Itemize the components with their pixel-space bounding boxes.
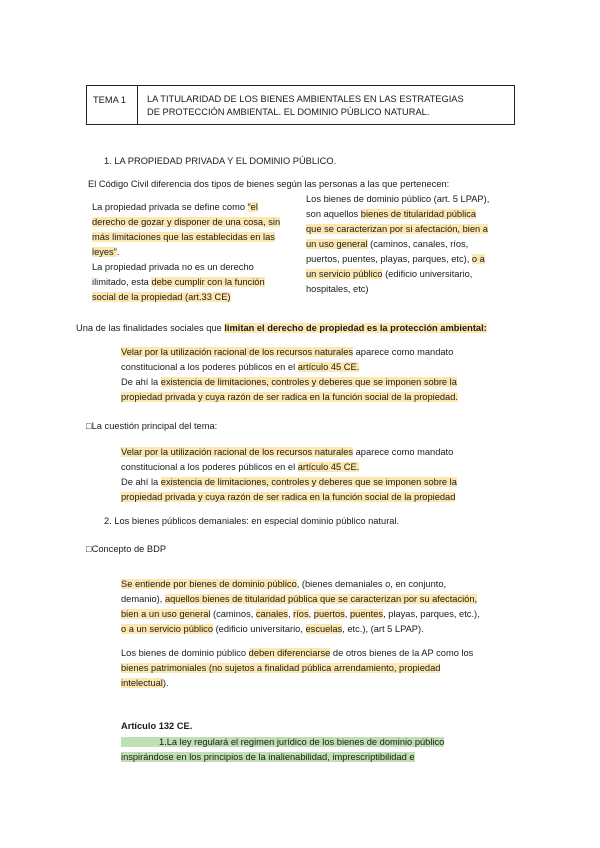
block4-line: intelectual). [121,678,169,688]
left-col-line: La propiedad privada no es un derecho [92,262,254,272]
block1-line: De ahí la existencia de limitaciones, controles y deberes que se imponen sobre la [121,377,457,387]
left-col-line: ilimitado, esta debe cumplir con la función [92,277,265,287]
block3-line: demanio), aquellos bienes de titularidad pública que se caracterizan por su afectación, [121,594,478,604]
block1-line: propiedad privada y cuya razón de ser radica en la función social de la propiedad. [121,392,458,402]
left-col-line: más limitaciones que las establecidas en las [92,232,275,242]
bullet-glyph-icon: □ [86,544,92,554]
block2-line: De ahí la existencia de limitaciones, controles y deberes que se imponen sobre la [121,477,457,487]
tema-label: TEMA 1 [93,95,127,105]
section1-intro: El Código Civil diferencia dos tipos de bienes según las personas a las que pertenecen: [88,179,450,189]
cuestion-line: □La cuestión principal del tema: [86,421,218,431]
block4-line: Los bienes de dominio público deben diferenciarse de otros bienes de la AP como los [121,648,474,658]
block2-line: propiedad privada y cuya razón de ser radica en la función social de la propiedad [121,492,456,502]
right-col-line: puertos, puentes, playas, parques, etc), o a [306,254,485,264]
articulo-line: inspirándose en los principios de la inalienabilidad, imprescriptibilidad e [121,752,415,762]
right-col-line: un uso general (caminos, canales, ríos, [306,239,469,249]
right-col-line: hospitales, etc) [306,284,369,294]
section1-heading: 1. LA PROPIEDAD PRIVADA Y EL DOMINIO PÚBLICO. [104,156,337,166]
concepto-line: □Concepto de BDP [86,544,167,554]
right-col-line: son aquellos bienes de titularidad pública [306,209,477,219]
block3-line: Se entiende por bienes de dominio público, (bienes demaniales o, en conjunto, [121,579,447,589]
block3-line: bien a un uso general (caminos, canales, ríos, puertos, puentes, playas, parques, etc.), [121,609,480,619]
left-col-line: social de la propiedad (art.33 CE) [92,292,231,302]
title-line-2: DE PROTECCIÓN AMBIENTAL. EL DOMINIO PÚBLICO NATURAL. [147,107,430,117]
section2-heading: 2. Los bienes públicos demaniales: en especial dominio público natural. [104,516,400,526]
title-line-1: LA TITULARIDAD DE LOS BIENES AMBIENTALES EN LAS ESTRATEGIAS [147,94,464,104]
left-col-line: derecho de gozar y disponer de una cosa, sin [92,217,281,227]
right-col-line: Los bienes de dominio público (art. 5 LPAP), [306,194,490,204]
articulo-line: 1.La ley regulará el regimen jurídico de los bienes de dominio público [121,735,444,750]
block4-line: bienes patrimoniales (no sujetos a finalidad pública arrendamiento, propiedad [121,663,441,673]
block1-line: Velar por la utilización racional de los recursos naturales aparece como mandato [121,347,454,357]
header-box [86,85,515,125]
header-divider [137,86,138,124]
left-col-line: leyes”. [92,247,120,257]
right-col-line: un servicio público (edificio universitario, [306,269,473,279]
block2-line: constitucional a los poderes públicos en el artículo 45 CE. [121,462,360,472]
finalidad-line: Una de las finalidades sociales que limitan el derecho de propiedad es la protección ambiental: [76,323,487,333]
bullet-glyph-icon: □ [86,421,92,431]
block1-line: constitucional a los poderes públicos en el artículo 45 CE. [121,362,360,372]
right-col-line: que se caracterizan por si afectación, bien a [306,224,488,234]
block2-line: Velar por la utilización racional de los recursos naturales aparece como mandato [121,447,454,457]
block3-line: o a un servicio público (edificio universitario, escuelas, etc.), (art 5 LPAP). [121,624,424,634]
left-col-line: La propiedad privada se define como “el [92,202,258,212]
articulo-heading: Artículo 132 CE. [121,721,193,731]
